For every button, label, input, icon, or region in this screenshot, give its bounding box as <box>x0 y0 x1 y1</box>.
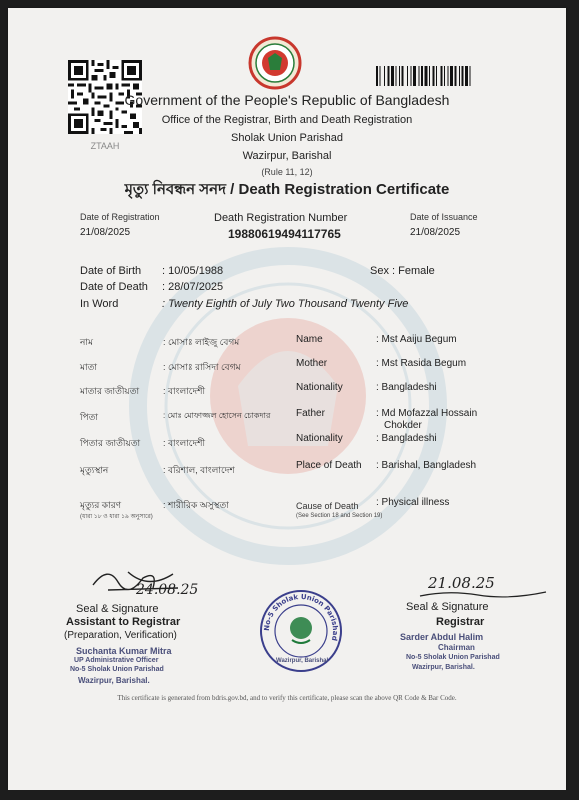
bn-name-label: নাম <box>80 337 93 347</box>
name-label: Name <box>296 334 323 345</box>
father-label: Father <box>296 408 325 419</box>
bn-death-place-label: মৃত্যুস্থান <box>80 465 109 475</box>
registrar-role: Registrar <box>436 616 485 628</box>
bn-mother-label: মাতা <box>80 362 97 372</box>
death-place-label: Place of Death <box>296 460 362 471</box>
bn-cause-sub: (ধারা ১৮ ও ধারা ১৯ অনুসারে) <box>80 514 153 520</box>
bn-death-place-value: : বরিশাল, বাংলাদেশ <box>163 465 235 475</box>
barcode <box>376 66 534 86</box>
government-seal-icon <box>248 36 302 90</box>
mother-nationality-label: Nationality <box>296 382 343 393</box>
registrar-seal-label: Seal & Signature <box>406 601 489 613</box>
government-name: Government of the People's Republic of Bangladesh <box>124 92 450 108</box>
father-value-line2: Chokder <box>384 420 422 431</box>
assistant-handwritten-date: 24.08.25 <box>136 582 199 598</box>
bn-mother-value: : মোসাঃ রাসিদা বেগম <box>163 362 241 372</box>
issuance-date-label: Date of Issuance <box>410 212 478 222</box>
mother-value: : Mst Rasida Begum <box>376 358 467 369</box>
issuance-date-value: 21/08/2025 <box>410 227 461 238</box>
death-date-value: : 28/07/2025 <box>162 281 224 293</box>
bn-cause-label: মৃত্যুর কারণ <box>80 500 122 510</box>
certificate-paper <box>8 8 566 790</box>
registration-date-value: 21/08/2025 <box>80 227 131 238</box>
bn-name-value: : মোসাঃ লাইজু বেগম <box>163 337 240 347</box>
bn-father-nationality-value: : বাংলাদেশী <box>163 438 206 448</box>
qr-caption: ZTAAH <box>90 141 120 151</box>
bn-mother-nationality-label: মাতার জাতীয়তা <box>80 386 140 396</box>
bn-father-nationality-label: পিতার জাতীয়তা <box>80 438 141 448</box>
registrar-handwritten-date: 21.08.25 <box>428 574 495 592</box>
rule-reference: (Rule 11, 12) <box>261 167 313 177</box>
name-value: : Mst Aaiju Begum <box>376 334 457 345</box>
sex-value: Sex : Female <box>370 265 435 277</box>
mother-label: Mother <box>296 358 328 369</box>
place-name: Wazirpur, Barishal <box>242 150 332 162</box>
cause-sub: (See Section 18 and Section 19) <box>296 513 383 519</box>
assistant-seal-label: Seal & Signature <box>76 603 159 615</box>
in-word-label: In Word <box>80 298 119 310</box>
assistant-stamp-name: Suchanta Kumar Mitra <box>76 646 172 656</box>
registration-number-value: 19880619494117765 <box>228 227 341 241</box>
registrar-stamp-line2: Chairman <box>438 643 475 652</box>
in-word-value: : Twenty Eighth of July Two Thousand Twenty Five <box>162 298 409 310</box>
death-place-value: : Barishal, Bangladesh <box>376 460 477 471</box>
bn-cause-value: : শারীরিক অসুস্থতা <box>163 500 229 510</box>
assistant-stamp-line4: Wazirpur, Barishal. <box>78 676 150 685</box>
bn-father-value: : মোঃ মোফাজ্জল হোসেন চোকদার <box>163 411 271 420</box>
birth-date-value: : 10/05/1988 <box>162 265 224 277</box>
cause-value: : Physical illness <box>376 497 450 508</box>
registrar-stamp-name: Sarder Abdul Halim <box>400 632 484 642</box>
mother-nationality-value: : Bangladeshi <box>376 382 437 393</box>
father-value: : Md Mofazzal Hossain <box>376 408 478 419</box>
assistant-stamp-line3: No-5 Sholak Union Parishad <box>70 666 164 673</box>
union-name: Sholak Union Parishad <box>231 132 343 144</box>
father-nationality-label: Nationality <box>296 433 343 444</box>
bn-mother-nationality-value: : বাংলাদেশী <box>163 386 206 396</box>
birth-date-label: Date of Birth <box>80 265 142 277</box>
assistant-role-sub: (Preparation, Verification) <box>64 630 177 641</box>
bn-father-label: পিতা <box>80 412 99 422</box>
registration-number-label: Death Registration Number <box>214 212 348 224</box>
verification-note: This certificate is generated from bdris.gov.bd, and to verify this certificate, please scan the above QR Code & Bar Code. <box>117 694 457 702</box>
death-date-label: Date of Death <box>80 281 148 293</box>
office-name: Office of the Registrar, Birth and Death Registration <box>161 114 413 126</box>
stamp-ring-text: No-5 Sholak Union Parishad <box>262 592 340 642</box>
registrar-stamp-line4: Wazirpur, Barishal. <box>412 664 475 671</box>
viewer-bottom-bar <box>0 790 579 800</box>
assistant-stamp-line2: UP Administrative Officer <box>74 657 159 664</box>
certificate-title: মৃত্যু নিবন্ধন সনদ / Death Registration Certificate <box>124 181 450 198</box>
registration-date-label: Date of Registration <box>80 212 160 222</box>
registrar-stamp-line3: No-5 Sholak Union Parishad <box>406 654 500 661</box>
father-nationality-value: : Bangladeshi <box>376 433 437 444</box>
assistant-role: Assistant to Registrar <box>66 616 181 628</box>
stamp-bottom-text: Wazirpur, Barishal <box>276 658 329 664</box>
watermark-emblem-icon <box>128 246 448 566</box>
cause-label: Cause of Death <box>296 501 359 511</box>
